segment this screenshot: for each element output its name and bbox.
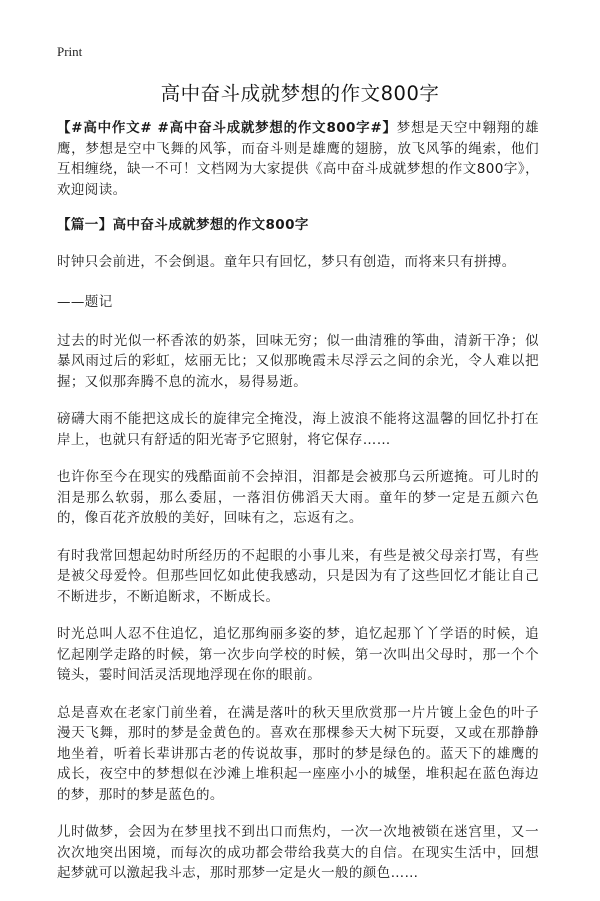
paragraph-1: 过去的时光似一杯香浓的奶茶，回味无穷；似一曲清雅的筝曲，清新干净；似暴风雨过后的彩虹，炫丽无比；又似那晚霞未尽浮云之间的余光，令人难以把握；又似那奔腾不息的流水，易得易逝。 xyxy=(57,332,539,390)
epigraph: 时钟只会前进，不会倒退。童年只有回忆，梦只有创造，而将来只有拼搏。 xyxy=(57,253,516,270)
paragraph-2: 磅礴大雨不能把这成长的旋律完全掩没，海上波浪不能将这温馨的回忆扑打在岸上，也就只有舒适的阳光寄予它照射，将它保存…… xyxy=(57,411,539,448)
section-heading: 【篇一】高中奋斗成就梦想的作文800字 xyxy=(57,217,309,233)
intro-text: 梦想是天空中翱翔的雄鹰，梦想是空中飞舞的风筝，而奋斗则是雄鹰的翅膀，放飞风筝的绳索，他们互相缠绕，缺一不可！文档网为大家提供《高中奋斗成就梦想的作文800字》，欢迎阅读。 xyxy=(57,120,540,198)
intro-lead: 【#高中作文# #高中奋斗成就梦想的作文800字#】 xyxy=(57,120,397,136)
page-title: 高中奋斗成就梦想的作文800字 xyxy=(160,82,440,105)
paragraph-7: 儿时做梦，会因为在梦里找不到出口而焦灼，一次一次地被锁在迷宫里，又一次次地突出困境，而每次的成功都会带给我莫大的自信。在现实生活中，回想起梦就可以激起我斗志，那时那梦一定是火一般的颜色…… xyxy=(57,824,539,881)
paragraph-6: 总是喜欢在老家门前坐着，在满是落叶的秋天里欣赏那一片片镀上金色的叶子漫天飞舞，那时的梦是金黄色的。喜欢在那棵参天大树下玩耍，又或在那静静地坐着，听着长辈讲那古老的传说故事，那时的梦是绿色的。蓝天下的雄鹰的成长，夜空中的梦想似在沙滩上堆积起一座座小小的城堡，堆积起在蓝色海边的梦，那时的梦是蓝色的。 xyxy=(57,704,539,803)
intro-paragraph xyxy=(57,118,539,200)
print-link[interactable]: Print xyxy=(57,44,83,59)
paragraph-4: 有时我常回想起幼时所经历的不起眼的小事儿来，有些是被父母亲打骂，有些是被父母爱怜。但那些回忆如此使我感动，只是因为有了这些回忆才能让自己不断进步，不断追断求，不断成长。 xyxy=(57,547,539,605)
article-body xyxy=(57,118,539,901)
paragraph-3: 也许你至今在现实的残酷面前不会掉泪，泪都是会被那乌云所遮掩。可儿时的泪是那么软弱，那么委屈，一落泪仿佛滔天大雨。童年的梦一定是五颜六色的，像百花齐放般的美好，回味有之，忘返有之。 xyxy=(57,469,539,526)
epigraph-attribution: ——题记 xyxy=(57,294,113,310)
paragraph-5: 时光总叫人忍不住追忆，追忆那绚丽多姿的梦，追忆起那丫丫学语的时候，追忆起刚学走路的时候，第一次步向学校的时候，第一次叫出父母时，那一个个镜头，霎时间活灵活现地浮现在你的眼前。 xyxy=(57,626,539,683)
